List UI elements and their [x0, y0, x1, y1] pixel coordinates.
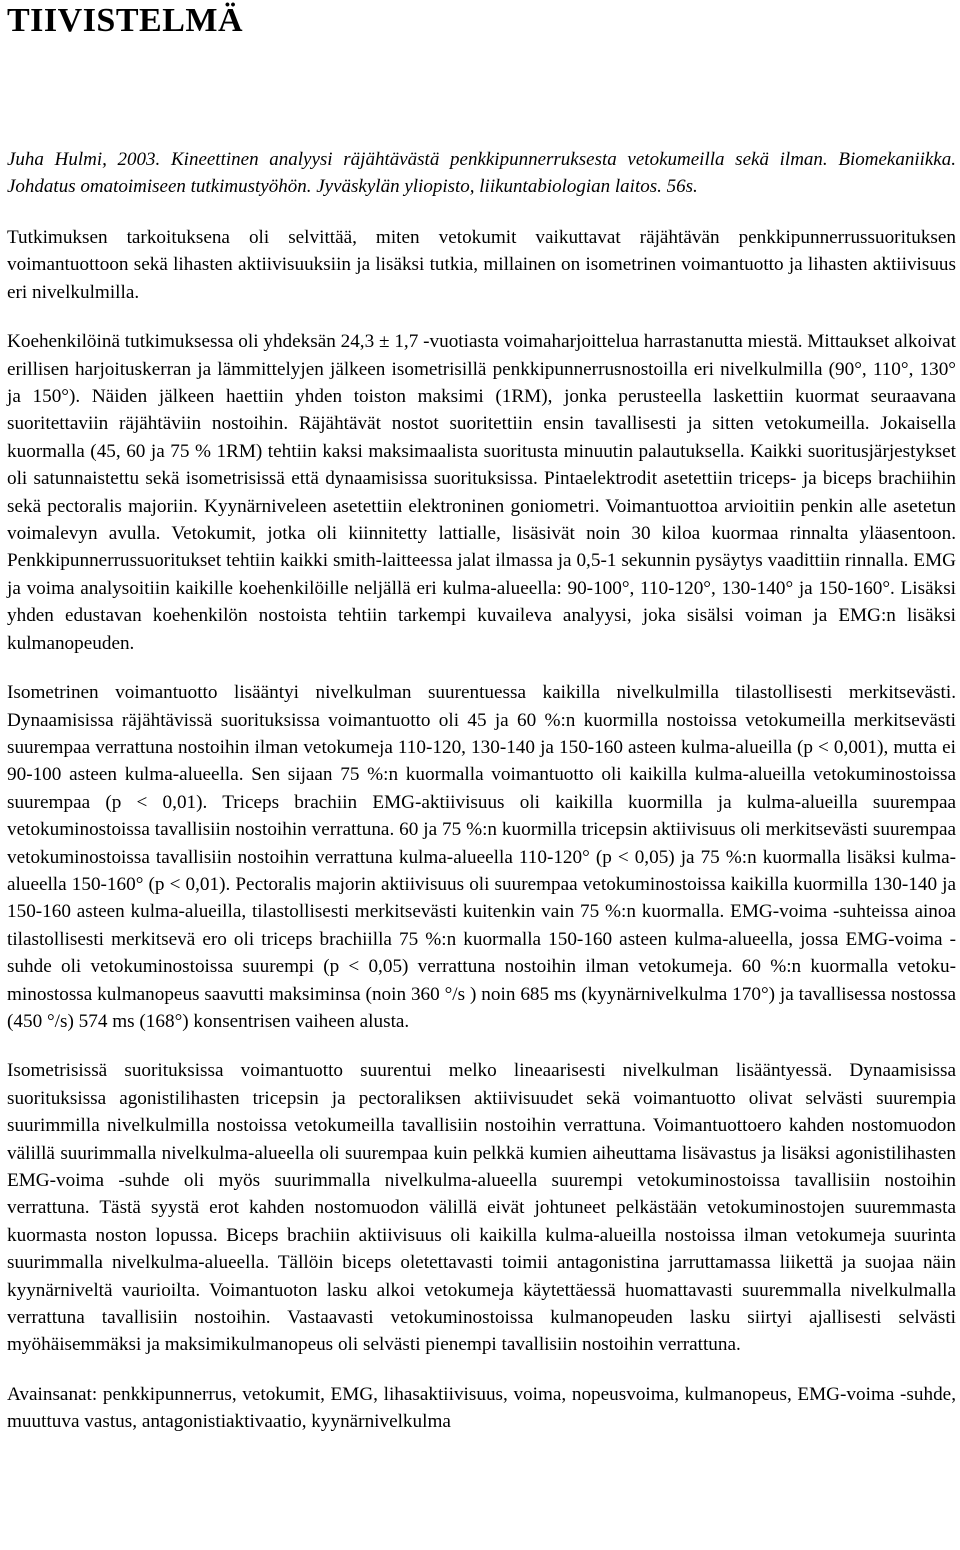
citation: Juha Hulmi, 2003. Kineettinen analyysi räjähtävästä penkkipunnerruksesta vetokumeilla sekä ilman. Biomekaniikka. Johdatus omatoimiseen tutkimustyöhön. Jyväskylän yliopisto, liikuntabiologian laitos. 56s. — [7, 149, 956, 197]
paragraph-results: Isometrinen voimantuotto lisääntyi nivelkulman suurentuessa kaikilla nivelkulmilla tilastollisesti merkitsevästi. Dynaamisissa räjähtävissä suorituksissa voimantuotto oli 45 ja 60 %:n kuormilla nostoissa vetokumeilla merkitsevästi suurempaa verrattuna nostoihin ilman vetokumeja 110-120, 130-140 ja 150-160 asteen kulma-alueilla (p < 0,001), mutta ei 90-100 asteen kulma-alueella. Sen sijaan 75 %:n kuormalla voimantuotto oli kaikilla kulma-alueilla vetokuminostoissa suurempaa (p < 0,01). Triceps brachiin EMG-aktiivisuus oli kaikilla kuormilla ja kulma-alueilla suurempaa vetokuminostoissa tavallisiin nostoihin verrattuna. 60 ja 75 %:n kuormilla tricepsin aktiivisuus oli merkitsevästi suurempaa vetokuminostoissa tavallisiin nostoihin verrattuna kulma-alueella 110-120° (p < 0,05) ja 75 %:n kuormalla lisäksi kulma-alueella 150-160° (p < 0,01). Pectoralis majorin aktiivisuus oli suurempaa vetokuminostoissa kaikilla kuormilla 130-140 ja 150-160 asteen kulma-alueilla, tilastollisesti merkitsevästi kuitenkin vain 75 %:n kuormalla. EMG-voima -suhteissa ainoa tilastollisesti merkitsevä ero oli triceps brachiilla 75 %:n kuormalla 150-160 asteen kulma-alueella, jossa EMG-voima -suhde oli vetokuminostoissa suurempi (p < 0,05) verrattuna nostoihin ilman vetokumeja. 60 %:n kuormalla vetokuminostossa kulmanopeus saavutti maksiminsa (noin 360 °/s ) noin 685 ms (kyynärnivelkulma 170°) ja tavallisessa nostossa (450 °/s) 574 ms (168°) konsentrisen vaiheen alusta. — [7, 682, 956, 1032]
keywords: Avainsanat: penkkipunnerrus, vetokumit, EMG, lihasaktiivisuus, voima, nopeusvoima, kulmanopeus, EMG-voima -suhde, muuttuva vastus, antagonistiaktivaatio, kyynärnivelkulma — [7, 1383, 956, 1433]
paragraph-purpose: Tutkimuksen tarkoituksena oli selvittää, miten vetokumit vaikuttavat räjähtävän penkkipunnerrussuorituksen voimantuottoon sekä lihasten aktiivisuuksiin ja lisäksi tutkia, millainen on isometrinen voimantuotto ja lihasten aktiivisuus eri nivelkulmilla. — [7, 227, 956, 303]
document-title: TIIVISTELMÄ — [7, 2, 244, 39]
paragraph-conclusions: Isometrisissä suorituksissa voimantuotto suurentui melko lineaarisesti nivelkulman lisääntyessä. Dynaamisissa suorituksissa agonistilihasten tricepsin ja pectoraliksen aktiivisuudet sekä voimantuotto olivat selvästi suurempia suurimmilla nivelkulmilla nostoissa vetokumeilla tavallisiin nostoihin verrattuna. Voimantuottoero kahden nostomuodon välillä suurimmalla nivelkulma-alueella oli suurempaa kuin pelkkä kumien aiheuttama lisävastus ja lisäksi agonistilihasten EMG-voima -suhde oli myös suurimmalla nivelkulma-alueella suurempi vetokuminostoissa tavallisiin nostoihin verrattuna. Tästä syystä erot kahden nostomuodon välillä eivät johtuneet pelkästään vetokuminostojen suuremmasta kuormasta noston lopussa. Biceps brachiin aktiivisuus oli kaikilla kulma-alueilla nostoissa ilman vetokumeja suurinta suurimmalla nivelkulma-alueella. Tällöin biceps oletettavasti toimii antagonistina jarruttamassa liikettä ja suojaa näin kyynärniveltä vaurioilta. Voimantuoton lasku alkoi vetokumeja käytettäessä huomattavasti suuremmalla nivelkulmalla verrattuna tavallisiin nostoihin. Vastaavasti vetokuminostoissa kulmanopeuden lasku siirtyi ajallisesti selvästi myöhäisemmäksi ja maksimikulmanopeus oli selvästi pienempi tavallisiin nostoihin verrattuna. — [7, 1060, 956, 1356]
abstract-body — [7, 224, 956, 1436]
paragraph-methods: Koehenkilöinä tutkimuksessa oli yhdeksän 24,3 ± 1,7 -vuotiasta voimaharjoittelua harrastanutta miestä. Mittaukset alkoivat erillisen harjoituskerran ja lämmittelyjen jälkeen isometrisillä penkkipunnerrusnostoilla eri nivelkulmilla (90°, 110°, 130° ja 150°). Näiden jälkeen haettiin yhden toiston maksimi (1RM), jonka perusteella laskettiin kuormat seuraavana suoritettaviin räjähtäviin nostoihin. Räjähtävät nostot suoritettiin ensin tavallisesti ja sitten vetokumeilla. Jokaisella kuormalla (45, 60 ja 75 % 1RM) tehtiin kaksi maksimaalista suoritusta minuutin palautuksella. Kaikki suoritusjärjestykset oli satunnaistettu sekä isometrisissä että dynaamisissa suorituksissa. Pintaelektrodit asetettiin triceps- ja biceps brachiihin sekä pectoralis majoriin. Kyynärniveleen asetettiin elektroninen goniometri. Voimantuottoa arvioitiin penkin alle asetetun voimalevyn avulla. Vetokumit, jotka oli kiinnitetty lattialle, lisäsivät noin 30 kiloa kuormaa rinnalta yläasentoon. Penkkipunnerrussuoritukset tehtiin kaikki smith-laitteessa jalat ilmassa ja 0,5-1 sekunnin pysäytys vaadittiin rinnalla. EMG ja voima analysoitiin kaikille koehenkilöille neljällä eri kulma-alueella: 90-100°, 110-120°, 130-140° ja 150-160°. Lisäksi yhden edustavan koehenkilön nostoista tehtiin tarkempi kuvaileva analyysi, joka sisälsi voiman ja EMG:n lisäksi kulmanopeuden. — [7, 331, 956, 654]
